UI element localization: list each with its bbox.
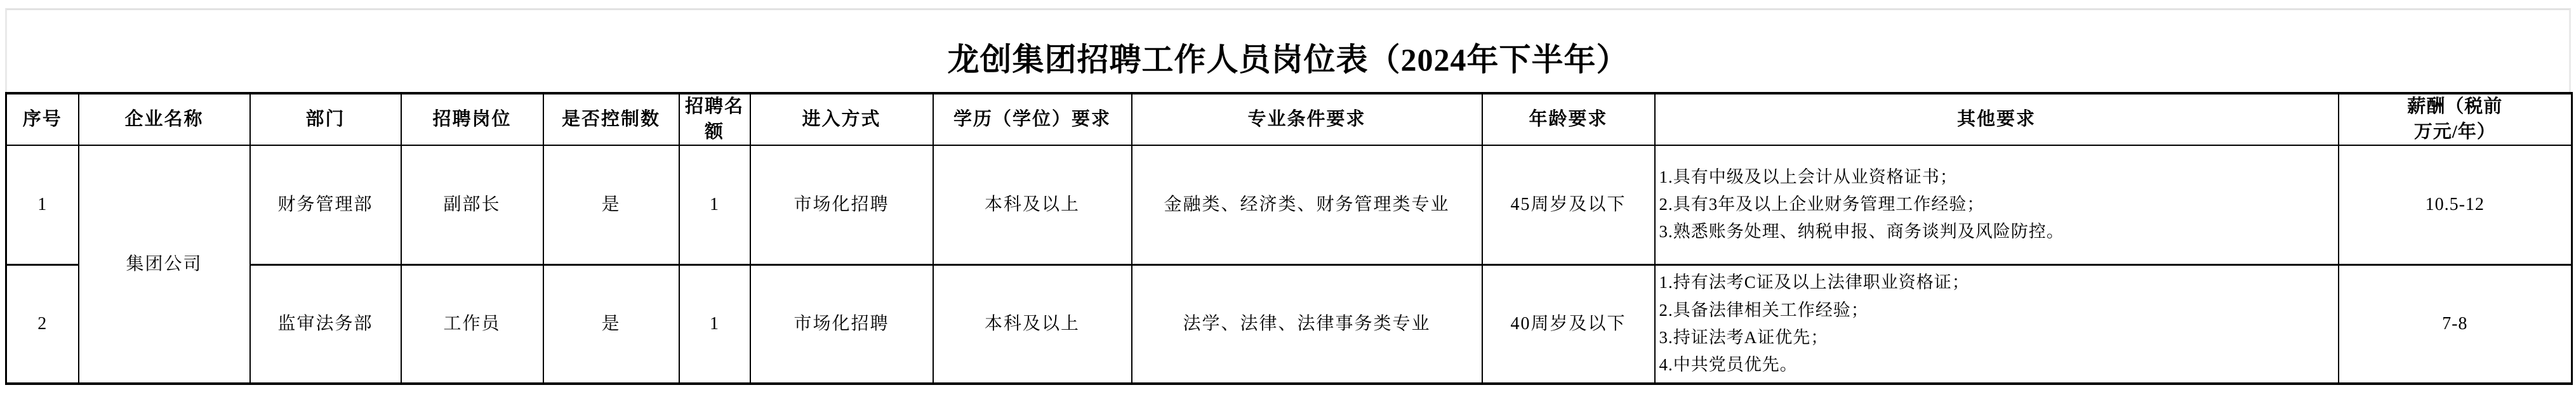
other-requirement-line: 2.具备法律相关工作经验； [1659,300,1869,320]
cell-salary: 10.5-12 [2339,145,2572,264]
sheet-page-edge [5,8,2571,92]
cell-department: 财务管理部 [250,145,401,264]
table-header-row [6,93,2572,145]
other-requirement-line: 1.持有法考C证及以上法律职业资格证； [1659,273,1970,292]
header-education: 学历（学位）要求 [933,93,1132,145]
header-other: 其他要求 [1655,93,2339,145]
cell-other-requirements [1655,264,2339,384]
cell-age: 40周岁及以下 [1482,264,1655,384]
table-row [6,145,2572,264]
cell-education: 本科及以上 [933,264,1132,384]
cell-major: 金融类、经济类、财务管理类专业 [1132,145,1482,264]
other-requirement-line: 3.熟悉账务处理、纳税申报、商务谈判及风险防控。 [1659,222,2064,242]
header-department: 部门 [250,93,401,145]
cell-is-controlled: 是 [543,145,679,264]
cell-index: 1 [6,145,79,264]
cell-department: 监审法务部 [250,264,401,384]
header-salary-label: 薪酬（税前万元/年） [2407,96,2503,142]
other-requirement-line: 1.具有中级及以上会计从业资格证书； [1659,167,1958,186]
header-major: 专业条件要求 [1132,93,1482,145]
header-salary [2339,93,2572,145]
cell-quota: 1 [679,264,750,384]
header-age: 年龄要求 [1482,93,1655,145]
other-requirement-line: 2.具有3年及以上企业财务管理工作经验； [1659,195,1985,214]
cell-entry-method: 市场化招聘 [750,264,933,384]
cell-company: 集团公司 [79,145,250,384]
header-index: 序号 [6,93,79,145]
header-company: 企业名称 [79,93,250,145]
cell-position: 工作员 [401,264,543,384]
cell-index: 2 [6,264,79,384]
other-requirement-line: 3.持证法考A证优先； [1659,327,1829,347]
other-requirement-line: 4.中共党员优先。 [1659,355,1798,374]
cell-quota: 1 [679,145,750,264]
table-row [6,264,2572,384]
header-entry-method: 进入方式 [750,93,933,145]
cell-is-controlled: 是 [543,264,679,384]
page-title: 龙创集团招聘工作人员岗位表（2024年下半年） [947,42,1629,77]
cell-age: 45周岁及以下 [1482,145,1655,264]
header-position: 招聘岗位 [401,93,543,145]
cell-major: 法学、法律、法律事务类专业 [1132,264,1482,384]
cell-education: 本科及以上 [933,145,1132,264]
cell-other-requirements [1655,145,2339,264]
cell-position: 副部长 [401,145,543,264]
cell-salary: 7-8 [2339,264,2572,384]
header-quota: 招聘名额 [679,93,750,145]
recruitment-table [5,92,2573,385]
cell-entry-method: 市场化招聘 [750,145,933,264]
header-is-controlled: 是否控制数 [543,93,679,145]
